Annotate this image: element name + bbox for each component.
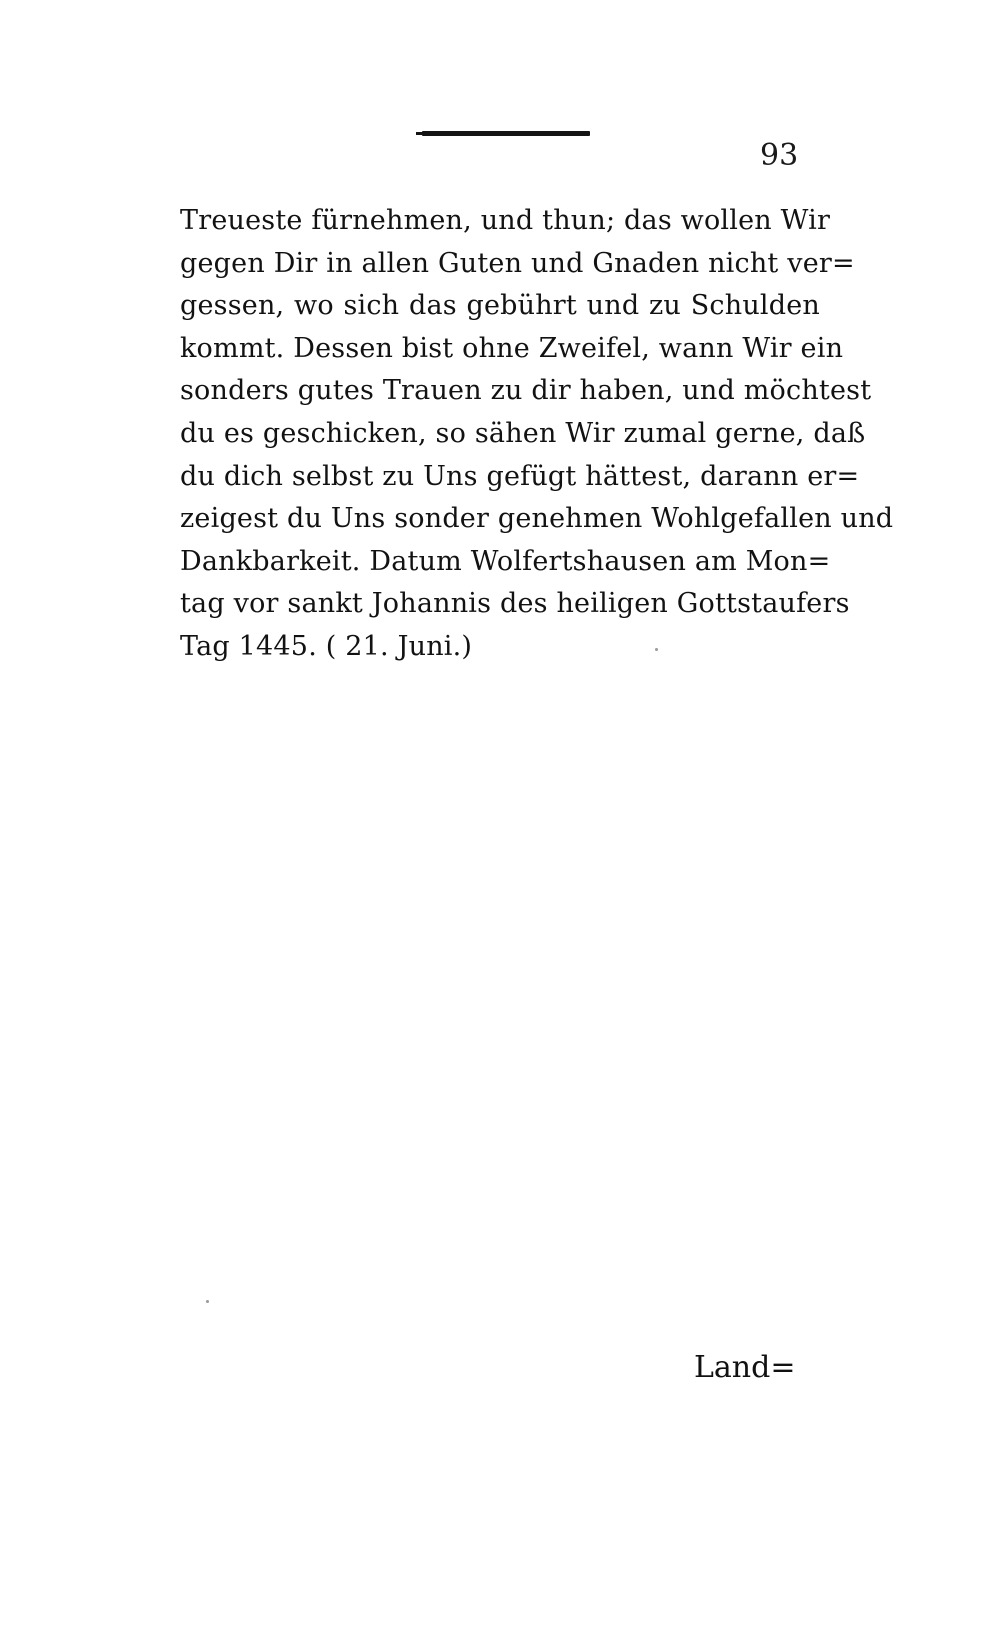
catchword: Land= (694, 1350, 796, 1385)
text-line: du dich selbst zu Uns gefügt hättest, darann er= (180, 460, 860, 492)
body-text (180, 200, 894, 669)
text-line: kommt. Dessen bist ohne Zweifel, wann Wir ein (180, 332, 844, 364)
text-line: gessen, wo sich das gebührt und zu Schulden (180, 290, 820, 322)
text-line: sonders gutes Trauen zu dir haben, und möchtest (180, 375, 872, 407)
text-line: Tag 1445. ( 21. Juni.) (180, 630, 473, 662)
text-line: du es geschicken, so sähen Wir zumal gerne, daß (180, 417, 866, 449)
text-line: gegen Dir in allen Guten und Gnaden nicht ver= (180, 247, 855, 279)
text-line: Treueste fürnehmen, und thun; das wollen Wir (180, 205, 831, 236)
page-number: 93 (760, 138, 799, 173)
text-line: zeigest du Uns sonder genehmen Wohlgefallen und (180, 503, 894, 535)
text-line: Dankbarkeit. Datum Wolfertshausen am Mon= (180, 545, 831, 577)
paper-speck (206, 1300, 209, 1303)
header-rule (422, 131, 590, 136)
paper-speck (655, 648, 658, 651)
text-line: tag vor sankt Johannis des heiligen Gottstaufers (180, 588, 850, 620)
